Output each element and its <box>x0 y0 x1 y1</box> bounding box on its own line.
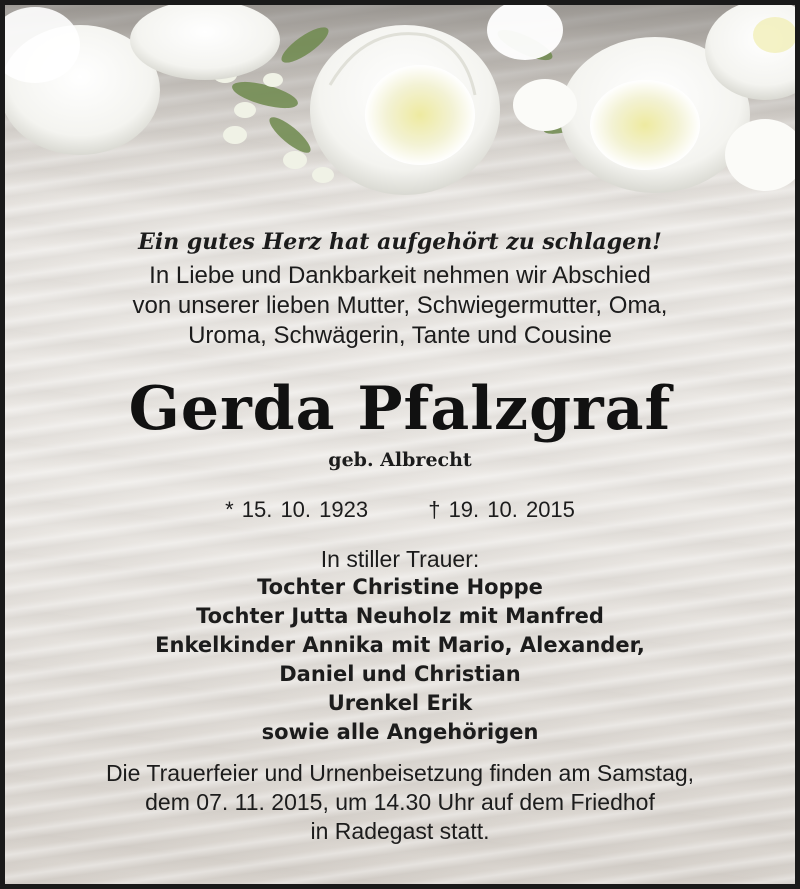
farewell-intro <box>5 261 795 351</box>
deceased-name: Gerda Pfalzgraf <box>128 374 672 444</box>
flower-decoration <box>5 5 795 205</box>
service-line: in Radegast statt. <box>310 818 490 844</box>
life-dates <box>5 493 795 527</box>
death-date: † 19. 10. 2015 <box>428 497 575 522</box>
motto: Ein gutes Herz hat aufgehört zu schlagen! <box>138 229 662 255</box>
intro-line: Uroma, Schwägerin, Tante und Cousine <box>188 322 612 349</box>
service-info <box>5 759 795 846</box>
obituary-text <box>5 225 795 846</box>
service-line: dem 07. 11. 2015, um 14.30 Uhr auf dem Friedhof <box>145 789 655 815</box>
birth-date: * 15. 10. 1923 <box>225 497 369 522</box>
mourner: Tochter Jutta Neuholz mit Manfred <box>196 604 604 628</box>
mourner: Urenkel Erik <box>327 691 473 715</box>
mourner: Daniel und Christian <box>279 662 521 686</box>
mourners-list <box>5 573 795 747</box>
intro-line: von unserer lieben Mutter, Schwiegermutter, Oma, <box>132 292 668 319</box>
mourner: Tochter Christine Hoppe <box>257 575 543 599</box>
mourner: Enkelkinder Annika mit Mario, Alexander, <box>155 633 645 657</box>
intro-line: In Liebe und Dankbarkeit nehmen wir Abschied <box>149 262 651 289</box>
service-line: Die Trauerfeier und Urnenbeisetzung finden am Samstag, <box>105 760 695 786</box>
mourning-heading: In stiller Trauer: <box>320 546 480 572</box>
birth-name: geb. Albrecht <box>328 449 472 471</box>
mourner: sowie alle Angehörigen <box>261 720 539 744</box>
